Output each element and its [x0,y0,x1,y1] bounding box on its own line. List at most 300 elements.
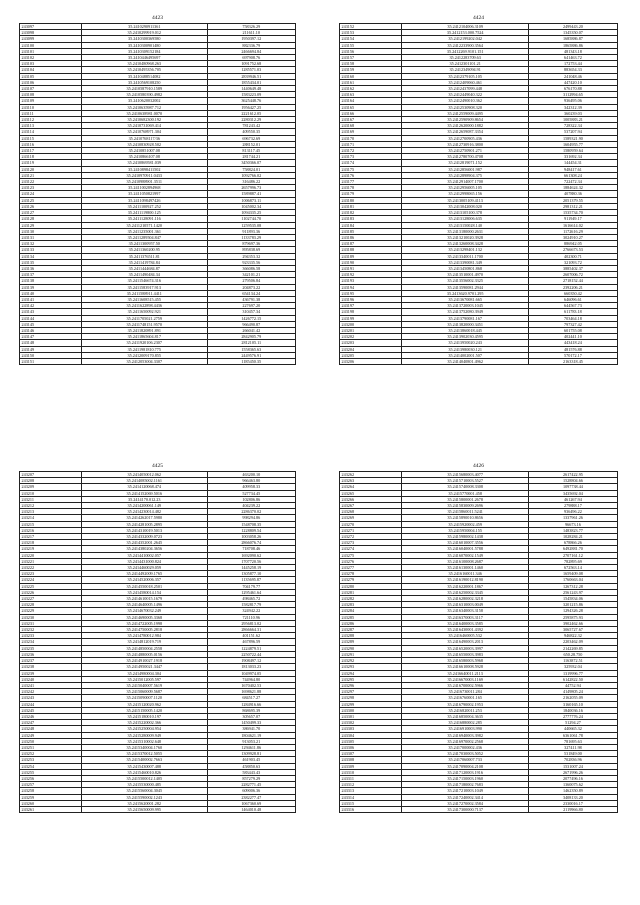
coordinate-cell: 35.2413150028.140 [402,222,528,228]
row-id-cell: 243227 [20,596,82,602]
row-id-cell: 243132 [20,241,82,247]
coordinate-cell: 35.2414352001.2645 [82,540,208,546]
coordinate-cell: 35.2416190012.8190 [402,577,528,583]
row-id-cell: 243121 [20,172,82,178]
coordinate-cell: 35.2414980004.304 [82,670,208,676]
amount-cell: 1319996.77 [528,670,617,676]
page-4424 [339,14,618,365]
row-id-cell: 243145 [20,321,82,327]
coordinate-cell: 35.2415860011.5241 [402,509,528,515]
amount-cell: 1267312.28 [528,583,617,589]
coordinate-cell: 35.2412856001.987 [402,166,528,172]
row-id-cell: 243154 [340,36,402,42]
data-table [339,471,618,813]
amount-cell: 781243.42 [207,123,295,129]
coordinate-cell: 35.2410300369580 [82,36,208,42]
amount-cell: 386941.70 [207,726,295,732]
amount-cell: 1483823.77 [528,527,617,533]
coordinate-cell: 35.2416850004.3635 [402,713,528,719]
coordinate-cell: 35.2411360200.95 [82,247,208,253]
row-id-cell: 243277 [340,565,402,571]
row-id-cell: 243253 [20,757,82,763]
coordinate-cell: 35.2415710003.5527 [402,478,528,484]
amount-cell: 2282771.45 [207,782,295,788]
coordinate-cell: 35.2415310002.648 [82,738,208,744]
amount-cell: 2766673.53 [528,247,617,253]
row-id-cell: 243123 [20,185,82,191]
coordinate-cell: 35.2411588911.4411 [82,290,208,296]
coordinate-cell: 35.2412349094.91 [402,67,528,73]
row-id-cell: 243245 [20,707,82,713]
amount-cell: 1604955.77 [528,141,617,147]
amount-cell: 463200.10 [207,472,295,478]
amount-cell: 948417.61 [528,166,617,172]
coordinate-cell: 35.2412530908.320 [402,104,528,110]
row-id-cell: 243130 [20,228,82,234]
amount-cell: 1548708.35 [207,521,295,527]
row-id-cell: 243271 [340,527,402,533]
amount-cell: 481576.88 [528,346,617,352]
coordinate-cell: 35.2414780012.984 [82,633,208,639]
row-id-cell: 243178 [340,185,402,191]
amount-cell: 1813033.23 [207,664,295,670]
row-id-cell: 243195 [340,290,402,296]
row-id-cell: 243223 [20,571,82,577]
row-id-cell: 243233 [20,633,82,639]
amount-cell: 1305877.10 [207,571,295,577]
page-4425 [19,462,296,813]
row-id-cell: 243286 [340,620,402,626]
coordinate-cell: 35.2417300000.7137 [402,806,528,812]
coordinate-cell: 35.2413180000.2631 [402,228,528,234]
amount-cell: 1133783.29 [207,234,295,240]
coordinate-cell: 35.2412998065.156 [402,191,528,197]
amount-cell: 2981312.21 [528,203,617,209]
data-table [19,471,296,813]
row-id-cell: 243262 [340,472,402,478]
row-id-cell: 243237 [20,658,82,664]
coordinate-cell: 35.2416580003.5968 [402,658,528,664]
row-id-cell: 243099 [20,36,82,42]
amount-cell: 1259535.08 [207,222,295,228]
coordinate-cell: 35.2413950020.243 [402,340,528,346]
row-id-cell: 243143 [20,309,82,315]
amount-cell: 2119966.80 [528,806,617,812]
row-id-cell: 243192 [340,272,402,278]
row-id-cell: 243225 [20,583,82,589]
row-id-cell: 243185 [340,228,402,234]
row-id-cell: 243115 [20,135,82,141]
coordinate-cell: 35.2416880002.285 [402,720,528,726]
amount-cell: 1956427.25 [207,104,295,110]
amount-cell: 404239.22 [207,503,295,509]
coordinate-cell: 35.2415590002.1243 [82,794,208,800]
row-id-cell: 243165 [340,104,402,110]
amount-cell: 1284916.66 [207,701,295,707]
amount-cell: 102806.86 [207,496,295,502]
coordinate-cell: 35.2413980030.121 [402,346,528,352]
row-id-cell: 243299 [340,701,402,707]
row-id-cell: 243134 [20,253,82,259]
row-id-cell: 243175 [340,166,402,172]
row-id-cell: 243258 [20,788,82,794]
row-id-cell: 243210 [20,490,82,496]
row-id-cell: 243267 [340,503,402,509]
amount-cell: 443418.24 [528,340,617,346]
amount-cell: 2077496.16 [528,775,617,781]
data-table [19,23,296,365]
amount-cell: 718708.46 [207,546,295,552]
row-id-cell: 243169 [340,129,402,135]
amount-cell: 331692.34 [528,154,617,160]
coordinate-cell: 35.2412199202.042 [402,36,528,42]
row-id-cell: 243315 [340,800,402,806]
amount-cell: 1294611.86 [207,744,295,750]
row-id-cell: 243189 [340,253,402,259]
coordinate-cell: 35.2410851007.08 [82,148,208,154]
row-id-cell: 243159 [340,67,402,73]
coordinate-cell: 35.2410970911.0433 [82,172,208,178]
coordinate-cell: 35.2413510001.4970 [402,272,528,278]
coordinate-cell: 35.2417270002.3584 [402,800,528,806]
row-id-cell: 243211 [20,496,82,502]
coordinate-cell: 35.2414910027.1918 [82,658,208,664]
coordinate-cell: 35.2414230014.482 [82,509,208,515]
row-id-cell: 243183 [340,216,402,222]
coordinate-cell: 35.2413105100.378 [402,210,528,216]
row-id-cell: 243306 [340,744,402,750]
row-id-cell: 243288 [340,633,402,639]
row-id-cell: 243139 [20,284,82,290]
amount-cell: 1097738.44 [528,484,617,490]
row-id-cell: 243125 [20,197,82,203]
row-id-cell: 243218 [20,540,82,546]
row-id-cell: 243302 [340,720,402,726]
row-id-cell: 243166 [340,110,402,116]
row-id-cell: 243294 [340,670,402,676]
amount-cell: 409550.35 [207,129,295,135]
amount-cell: 882336.79 [207,42,295,48]
coordinate-cell: 35.2411002894968 [82,185,208,191]
amount-cell: 409958.33 [207,484,295,490]
amount-cell: 2142269.85 [528,645,617,651]
row-id-cell: 243203 [340,340,402,346]
coordinate-cell: 35.2416790002.1953 [402,701,528,707]
coordinate-cell: 35.2411300957.50 [82,241,208,247]
row-id-cell: 243113 [20,123,82,129]
amount-cell: 936496.22 [528,509,617,515]
row-id-cell: 243177 [340,179,402,185]
row-id-cell: 243213 [20,509,82,515]
amount-cell: 1531007.24 [528,763,617,769]
amount-cell: 6361061.78 [528,732,617,738]
row-id-cell: 243268 [340,509,402,515]
coordinate-cell: 35.2415040007.5619 [82,682,208,688]
row-id-cell: 243126 [20,203,82,209]
row-id-cell: 243128 [20,216,82,222]
row-id-cell: 243270 [340,521,402,527]
amount-cell: 684517.27 [207,695,295,701]
amount-cell: 402300.71 [528,253,617,259]
row-id-cell: 243222 [20,565,82,571]
coordinate-cell: 35.2412559009.4495 [402,110,528,116]
row-id-cell: 243303 [340,726,402,732]
amount-cell: 1102744.70 [207,216,295,222]
page-4426 [339,462,618,813]
coordinate-cell: 35.2410569108250 [82,79,208,85]
coordinate-cell: 35.2413450801.868 [402,265,528,271]
amount-cell: 1006873.11 [207,197,295,203]
coordinate-cell: 35.2413260008.3428 [402,241,528,247]
row-id-cell: 243283 [340,602,402,608]
row-id-cell: 243138 [20,278,82,284]
amount-cell: 1224879.51 [207,645,295,651]
coordinate-cell: 35.2412437099.448 [402,86,528,92]
amount-cell: 1670402.53 [207,682,295,688]
coordinate-cell: 35.2410866107.08 [82,154,208,160]
row-id-cell: 243129 [20,222,82,228]
amount-cell: 3065727.67 [528,627,617,633]
row-id-cell: 243162 [340,86,402,92]
amount-cell: 1707720.56 [207,558,295,564]
coordinate-cell: 35.2415090007.1120 [82,695,208,701]
coordinate-cell: 35.2416730011.284 [402,689,528,695]
amount-cell: 1091752.68 [207,61,295,67]
amount-cell: 1003058.26 [207,534,295,540]
amount-cell: 366086.58 [207,265,295,271]
coordinate-cell: 35.2410869581.039 [82,160,208,166]
row-id-cell: 243276 [340,558,402,564]
coordinate-cell: 35.2414410002.057 [82,552,208,558]
coordinate-cell: 35.2413556002.3325 [402,278,528,284]
amount-cell: 3450366.07 [207,160,295,166]
amount-cell: 1045002.34 [207,203,295,209]
row-id-cell: 243241 [20,682,82,688]
amount-cell: 458850.63 [207,763,295,769]
amount-cell: 966490.87 [207,321,295,327]
row-id-cell: 243188 [340,247,402,253]
coordinate-cell: 35.2416100008.2687 [402,558,528,564]
coordinate-cell: 35.2412153.000.7524 [402,30,528,36]
amount-cell: 672563.14 [528,565,617,571]
amount-cell: 305657.07 [207,713,295,719]
amount-cell: 1760663.04 [528,577,617,583]
amount-cell: 782895.69 [528,558,617,564]
coordinate-cell: 35.2416370003.3117 [402,614,528,620]
data-table [339,23,618,365]
row-id-cell: 243202 [340,334,402,340]
amount-cell: 998294.86 [207,515,295,521]
coordinate-cell: 35.2413042008.020 [402,203,528,209]
row-id-cell: 243114 [20,129,82,135]
row-id-cell: 243187 [340,241,402,247]
amount-cell: 1228809.54 [207,527,295,533]
amount-cell: 758326.29 [207,24,295,30]
coordinate-cell: 35.2416430001.4392 [402,627,528,633]
amount-cell: 1558365.63 [207,346,295,352]
coordinate-cell: 35.2416250002.3345 [402,589,528,595]
coordinate-cell: 35.2414262017.5980 [82,515,208,521]
coordinate-cell: 35.2413902030.4595 [402,334,528,340]
row-id-cell: 243119 [20,160,82,166]
amount-cell: 1163872.51 [528,658,617,664]
row-id-cell: 243133 [20,247,82,253]
coordinate-cell: 35.2412898904.375 [402,172,528,178]
row-id-cell: 243226 [20,589,82,595]
amount-cell: 1884624.32 [528,185,617,191]
coordinate-cell: 35.2410768117/36 [82,135,208,141]
row-id-cell: 243289 [340,639,402,645]
amount-cell: 2221612.05 [207,110,295,116]
coordinate-cell: 35.2415500012.1405 [82,775,208,781]
coordinate-cell: 35.2417240002.3414 [402,794,528,800]
row-id-cell: 243207 [20,472,82,478]
row-id-cell: 243259 [20,794,82,800]
coordinate-cell: 35.2412409060.461 [402,79,528,85]
amount-cell: 758824.01 [207,166,295,172]
row-id-cell: 243137 [20,272,82,278]
row-id-cell: 243102 [20,55,82,61]
coordinate-cell: 35.2410299919.012 [82,30,208,36]
row-id-cell: 243191 [340,265,402,271]
coordinate-cell: 35.2417000002.436 [402,744,528,750]
row-id-cell: 243275 [340,552,402,558]
row-id-cell: 243104 [20,67,82,73]
coordinate-cell: 35.2414580014.154 [82,589,208,595]
coordinate-cell: 35.2414690005.3368 [82,614,208,620]
coordinate-cell: 35.2415430007.488 [82,763,208,769]
row-id-cell: 243301 [340,713,402,719]
row-id-cell: 243239 [20,670,82,676]
amount-cell: 2866076.74 [207,540,295,546]
amount-cell: 2607006.72 [528,272,617,278]
row-id-cell: 243097 [20,24,82,30]
amount-cell: 2839946.51 [207,73,295,79]
amount-cell: 1545834.06 [528,596,617,602]
coordinate-cell: 35.2411820891.891 [82,327,208,333]
coordinate-cell: 35.2410768971.304 [82,129,208,135]
coordinate-cell: 35.2415460010.826 [82,769,208,775]
coordinate-cell: 35.2412053004.3307 [82,358,208,364]
amount-cell: 911949.17 [528,216,617,222]
coordinate-cell: 35.2412009170.855 [82,352,208,358]
row-id-cell: 243274 [340,546,402,552]
row-id-cell: 243272 [340,534,402,540]
row-id-cell: 243199 [340,315,402,321]
coordinate-cell: 35.2416700002.5966 [402,682,528,688]
row-id-cell: 243200 [340,321,402,327]
row-id-cell: 243110 [20,104,82,110]
coordinate-cell: 35.2410300901480 [82,42,208,48]
row-id-cell: 243205 [340,352,402,358]
amount-cell: 172753.44 [528,61,617,67]
coordinate-cell: 35.2410682300.192 [82,117,208,123]
row-id-cell: 243296 [340,682,402,688]
amount-cell: 703464.18 [528,315,617,321]
coordinate-cell: 35.2415890010.8656 [402,515,528,521]
amount-cell: 583443.43 [207,769,295,775]
coordinate-cell: 35.2411608515.455 [82,296,208,302]
row-id-cell: 243155 [340,42,402,48]
amount-cell: 447420.10 [528,79,617,85]
coordinate-cell: 35.2413590081.2944 [402,284,528,290]
amount-cell: 895838.69 [207,247,295,253]
coordinate-cell: 35.2412283709.63 [402,55,528,61]
row-id-cell: 243214 [20,515,82,521]
row-id-cell: 243215 [20,521,82,527]
coordinate-cell: 35.2414120068.474 [82,484,208,490]
row-id-cell: 243255 [20,769,82,775]
amount-cell: 728322.34 [528,123,617,129]
coordinate-cell: 35.2415650009.995 [82,806,208,812]
page-number: 4423 [152,15,163,21]
amount-cell: 1804621.19 [207,732,295,738]
coordinate-cell: 35.2411981810.775 [82,346,208,352]
row-id-cell: 243174 [340,160,402,166]
amount-cell: 1049974.05 [207,670,295,676]
amount-cell: 883654.33 [528,67,617,73]
amount-cell: 537207.94 [528,129,617,135]
amount-cell: 279888.17 [528,503,617,509]
coordinate-cell: 35.2417090004.2108 [402,763,528,769]
coordinate-cell: 35.2411098497426 [82,197,208,203]
coordinate-cell: 35.2415370012.5055 [82,751,208,757]
amount-cell: 1698621.88 [207,689,295,695]
row-id-cell: 243244 [20,701,82,707]
row-id-cell: 243263 [340,478,402,484]
row-id-cell: 243160 [340,73,402,79]
row-id-cell: 243122 [20,179,82,185]
amount-cell: 1450499.33 [207,720,295,726]
coordinate-cell: 35.2414200061.149 [82,503,208,509]
amount-cell: 868695.39 [207,707,295,713]
coordinate-cell: 35.2412449040.322 [402,92,528,98]
coordinate-cell: 35.2414002001.507 [402,352,528,358]
row-id-cell: 243249 [20,732,82,738]
coordinate-cell: 35.2413790081.167 [402,315,528,321]
row-id-cell: 243297 [340,689,402,695]
amount-cell: 281744.21 [207,154,295,160]
page-number: 4424 [473,15,484,21]
coordinate-cell: 35.2416400003.3585 [402,620,528,626]
coordinate-cell: 35.2410620032002 [82,98,208,104]
amount-cell: 2163318.45 [528,358,617,364]
row-id-cell: 243171 [340,141,402,147]
amount-cell: 1865886.86 [528,42,617,48]
coordinate-cell: 35.2413720003.1045 [402,303,528,309]
coordinate-cell: 35.2414550018.2501 [82,583,208,589]
amount-cell: 1855434.01 [207,79,295,85]
coordinate-cell: 35.2410830928.502 [82,141,208,147]
coordinate-cell: 35.2414170.012.23 [82,496,208,502]
row-id-cell: 243116 [20,141,82,147]
amount-cell: 2162055.09 [528,695,617,701]
amount-cell: 2382277.47 [207,794,295,800]
coordinate-cell: 35.2414310019.5013 [82,527,208,533]
row-id-cell: 243220 [20,552,82,558]
amount-cell: 1528804.66 [528,478,617,484]
coordinate-cell: 35.2411289504.847 [82,234,208,240]
coordinate-cell: 35.2411100927.252 [82,203,208,209]
coordinate-cell: 35.2411748151.9570 [82,321,208,327]
amount-cell: 1092766.02 [207,172,295,178]
amount-cell: 1659409.08 [528,571,617,577]
amount-cell: 2280312.29 [207,117,295,123]
row-id-cell: 243107 [20,86,82,92]
coordinate-cell: 35.2412659087.3354 [402,129,528,135]
row-id-cell: 243098 [20,30,82,36]
row-id-cell: 243176 [340,172,402,178]
